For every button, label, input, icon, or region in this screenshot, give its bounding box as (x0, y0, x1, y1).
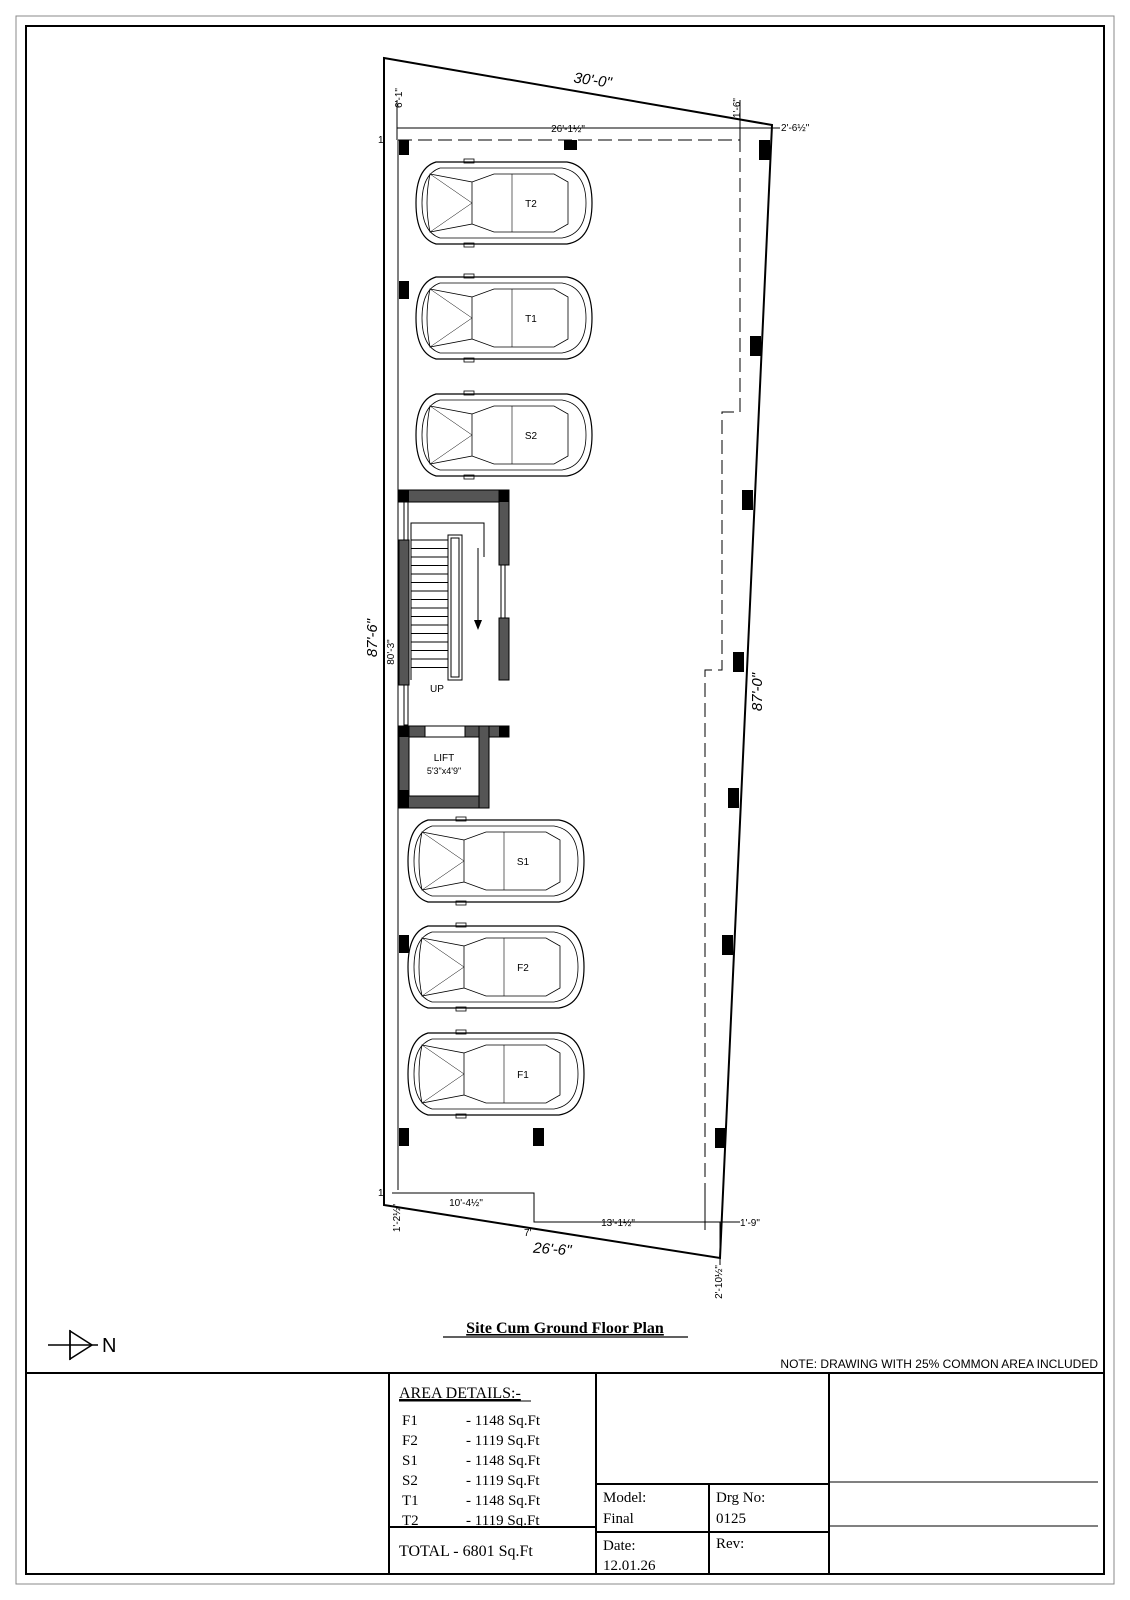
car (408, 817, 584, 905)
column (533, 1128, 544, 1146)
column (722, 935, 733, 955)
car-windshield (419, 1045, 464, 1103)
car-label: T1 (525, 314, 537, 325)
lift-label: LIFT (433, 753, 455, 764)
dim-bottom-right-setback: 2'-10½" (714, 1265, 725, 1299)
dim-left-length: 87'-6" (364, 618, 381, 658)
dim-bottom-right-seg: 13'-1½" (601, 1218, 635, 1229)
area-unit: F1 (402, 1413, 418, 1429)
area-unit: T1 (402, 1493, 419, 1509)
dim-right-length: 87'-0" (749, 672, 766, 712)
car-label: S1 (516, 857, 530, 868)
dim-bottom-mid: 7' (524, 1228, 532, 1239)
stair-midwall-inner (451, 538, 459, 677)
dim-left-edge-top: 1' (378, 135, 386, 146)
lift-door (425, 726, 465, 737)
column (759, 140, 770, 160)
area-rows (402, 1413, 541, 1529)
stair-treads (411, 540, 448, 668)
stair-wall-right-lower (499, 618, 509, 680)
bottom-dim-line (392, 1193, 705, 1222)
column (399, 935, 409, 953)
dim-left-inner: 80'-3" (386, 639, 397, 665)
north-label: N (102, 1335, 117, 1357)
column (733, 652, 744, 672)
car (408, 923, 584, 1011)
area-value: - 1148 Sq.Ft (466, 1493, 541, 1509)
column (750, 336, 761, 356)
car-roof (464, 938, 560, 996)
area-value: - 1148 Sq.Ft (466, 1413, 541, 1429)
columns (399, 140, 770, 1148)
stair-midwall (448, 535, 462, 680)
car-roof (464, 1045, 560, 1103)
area-total: TOTAL - 6801 Sq.Ft (399, 1543, 533, 1560)
title-block (26, 1373, 1104, 1574)
staircase (399, 490, 509, 725)
car (416, 391, 592, 479)
column (399, 281, 409, 299)
dim-top-right-setback: 1'-6" (732, 98, 743, 118)
dim-bottom-left-setback: 1'-2½" (392, 1203, 403, 1233)
lift-wall-bottom (399, 796, 489, 808)
column (499, 726, 509, 737)
area-unit: T2 (402, 1513, 419, 1529)
model-value: Final (603, 1511, 634, 1527)
car-windshield (419, 832, 464, 890)
column (399, 1128, 409, 1146)
column (715, 1128, 726, 1148)
car-label: T2 (525, 199, 537, 210)
column (728, 788, 739, 808)
dim-bottom: 26'-6" (532, 1239, 572, 1260)
inner-border (26, 26, 1104, 1574)
car-label: S2 (524, 431, 538, 442)
car-label: F1 (517, 1070, 529, 1081)
outer-border (16, 16, 1114, 1584)
drg-label: Drg No: (716, 1490, 766, 1506)
model-label: Model: (603, 1490, 647, 1506)
car (416, 159, 592, 247)
area-details-heading: AREA DETAILS:- (399, 1385, 521, 1402)
car-windshield (427, 174, 472, 232)
stair-wall-left (399, 540, 409, 685)
area-value: - 1119 Sq.Ft (466, 1513, 540, 1529)
lift-wall-right (479, 726, 489, 808)
dim-top-right-corner: 2'-6½" (781, 123, 810, 134)
lift (399, 726, 509, 808)
car (408, 1030, 584, 1118)
car-label: F2 (517, 963, 529, 974)
column (742, 490, 753, 510)
car-roof (472, 174, 568, 232)
car-roof (472, 406, 568, 464)
area-unit: S1 (402, 1453, 418, 1469)
rev-label: Rev: (716, 1536, 745, 1552)
column (399, 790, 409, 808)
column (399, 140, 409, 155)
date-value: 12.01.26 (603, 1558, 656, 1574)
column (399, 490, 409, 502)
column (564, 140, 577, 150)
car-roof (472, 289, 568, 347)
area-details (399, 1385, 541, 1560)
area-unit: S2 (402, 1473, 418, 1489)
stair-arrow-head (474, 620, 482, 630)
stair-wall-top (399, 490, 509, 502)
area-value: - 1148 Sq.Ft (466, 1453, 541, 1469)
area-unit: F2 (402, 1433, 418, 1449)
column (399, 726, 409, 737)
dim-left-edge-bottom: 1' (378, 1188, 386, 1199)
drawing-note: NOTE: DRAWING WITH 25% COMMON AREA INCLUDED (780, 1357, 1098, 1371)
dim-bottom-right-edge: 1'-9" (740, 1218, 760, 1229)
window (404, 502, 408, 540)
dim-top-left-setback: 6'-1" (394, 88, 405, 108)
area-value: - 1119 Sq.Ft (466, 1473, 540, 1489)
plan-title: Site Cum Ground Floor Plan (466, 1320, 664, 1337)
car-windshield (427, 406, 472, 464)
floor-plan (364, 58, 810, 1299)
car-windshield (419, 938, 464, 996)
car-roof (464, 832, 560, 890)
area-value: - 1119 Sq.Ft (466, 1433, 540, 1449)
drg-value: 0125 (716, 1511, 746, 1527)
north-arrow-icon (48, 1330, 116, 1360)
date-label: Date: (603, 1538, 636, 1554)
car (416, 274, 592, 362)
dim-top-inner: 26'-1½" (551, 124, 585, 135)
dim-bottom-left-seg: 10'-4½" (449, 1198, 483, 1209)
stair-up-label: UP (430, 684, 444, 695)
car-windshield (427, 289, 472, 347)
window (404, 685, 408, 725)
dim-top: 30'-0" (572, 69, 613, 92)
column (499, 490, 509, 502)
lift-size: 5'3"x4'9" (426, 766, 462, 776)
window (501, 565, 505, 618)
